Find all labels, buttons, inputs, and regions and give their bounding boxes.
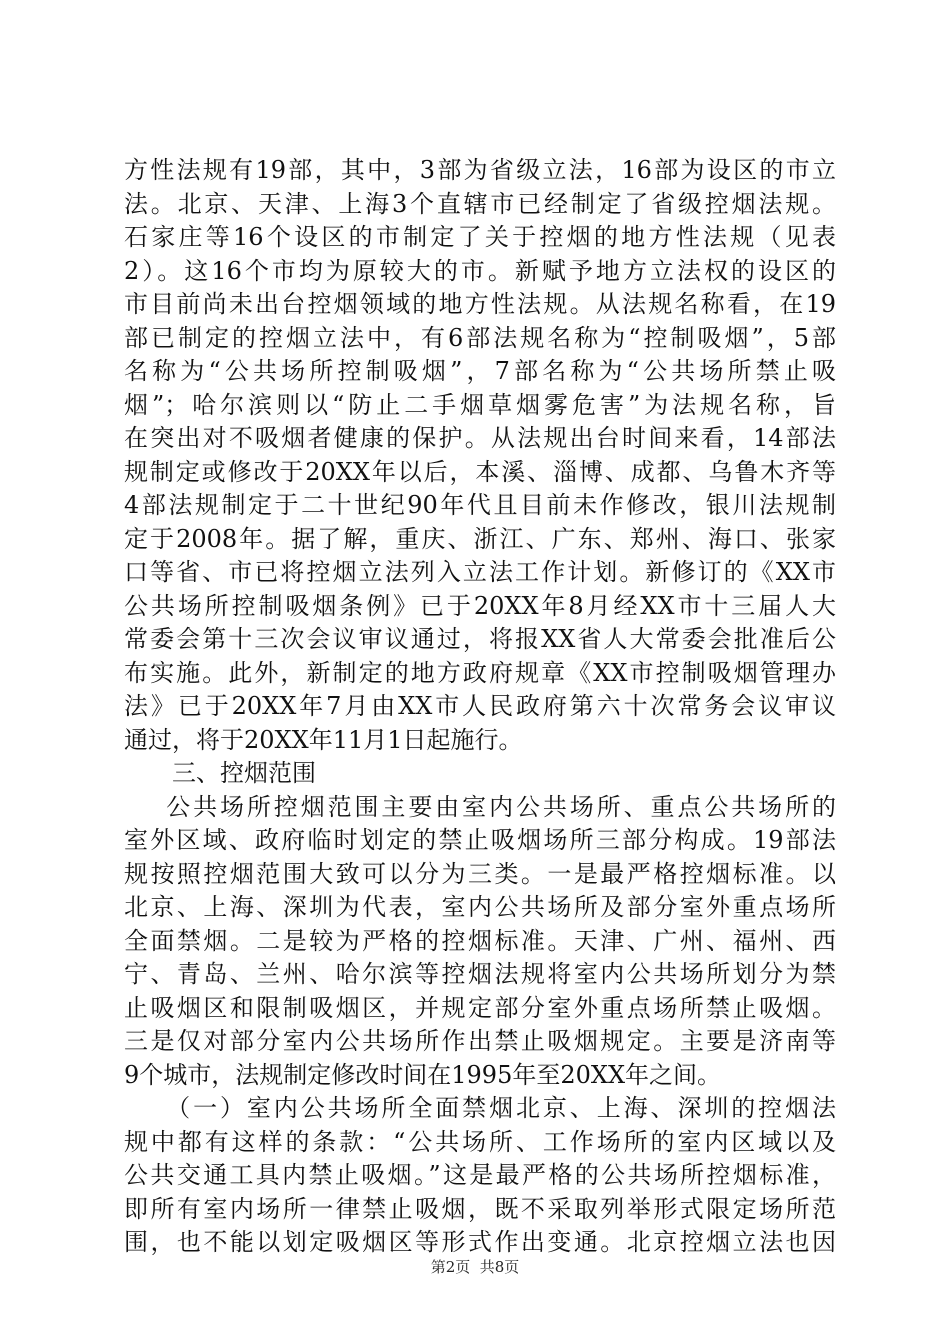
text-line: 宁、青岛、兰州、哈尔滨等控烟法规将室内公共场所划分为禁 [124, 960, 836, 988]
text-line: 规中都有这样的条款：“公共场所、工作场所的室内区域以及 [124, 1127, 836, 1156]
text-line: 在突出对不吸烟者健康的保护。从法规出台时间来看，14部法 [124, 424, 836, 452]
text-line: 全面禁烟。二是较为严格的控烟标准。天津、广州、福州、西 [124, 926, 836, 955]
text-line: 即所有室内场所一律禁止吸烟，既不采取列举形式限定场所范 [124, 1194, 836, 1223]
text-line: 定于2008年。据了解，重庆、浙江、广东、郑州、海口、张家 [124, 524, 836, 553]
text-line: 布实施。此外，新制定的地方政府规章《XX市控制吸烟管理办 [124, 658, 836, 687]
text-line: 部已制定的控烟立法中，有6部法规名称为“控制吸烟”，5部 [124, 323, 836, 352]
text-line: 烟”；哈尔滨则以“防止二手烟草烟雾危害”为法规名称，旨 [124, 390, 836, 419]
text-line: 公共交通工具内禁止吸烟。”这是最严格的公共场所控烟标准， [124, 1161, 836, 1189]
text-line: （一）室内公共场所全面禁烟北京、上海、深圳的控烟法 [124, 1094, 836, 1122]
text-line: 市目前尚未出台控烟领域的地方性法规。从法规名称看，在19 [124, 290, 836, 318]
text-line: 止吸烟区和限制吸烟区，并规定部分室外重点场所禁止吸烟。 [124, 993, 836, 1022]
text-line: 三是仅对部分室内公共场所作出禁止吸烟规定。主要是济南等 [124, 1027, 836, 1055]
page-number-footer: 第2页 共8页 [430, 1258, 520, 1276]
section-heading: 三、控烟范围 [172, 759, 316, 787]
body-text [124, 154, 836, 1260]
text-line: 4部法规制定于二十世纪90年代且目前未作修改，银川法规制 [124, 491, 836, 519]
text-line: 通过，将于20XX年11月1日起施行。 [124, 725, 523, 754]
text-line: 公共场所控烟范围主要由室内公共场所、重点公共场所的 [124, 792, 836, 821]
text-line: 石家庄等16个设区的市制定了关于控烟的地方性法规（见表 [124, 223, 836, 251]
text-line: 法》已于20XX年7月由XX市人民政府第六十次常务会议审议 [124, 692, 836, 720]
text-line: 方性法规有19部，其中，3部为省级立法，16部为设区的市立 [124, 156, 836, 184]
text-line: 公共场所控制吸烟条例》已于20XX年8月经XX市十三届人大 [124, 591, 836, 620]
text-line: 名称为“公共场所控制吸烟”，7部名称为“公共场所禁止吸 [124, 357, 836, 385]
text-line: 常委会第十三次会议审议通过，将报XX省人大常委会批准后公 [124, 625, 836, 653]
text-line: 规按照控烟范围大致可以分为三类。一是最严格控烟标准。以 [124, 859, 836, 888]
text-line: 室外区域、政府临时划定的禁止吸烟场所三部分构成。19部法 [124, 826, 836, 854]
text-line: 法。北京、天津、上海3个直辖市已经制定了省级控烟法规。 [124, 189, 836, 218]
text-line: 规制定或修改于20XX年以后，本溪、淄博、成都、乌鲁木齐等 [124, 457, 836, 486]
text-line: 北京、上海、深圳为代表，室内公共场所及部分室外重点场所 [124, 893, 836, 921]
text-line: 围，也不能以划定吸烟区等形式作出变通。北京控烟立法也因 [124, 1228, 836, 1256]
text-line: 9个城市，法规制定修改时间在1995年至20XX年之间。 [124, 1060, 722, 1089]
text-line: 口等省、市已将控烟立法列入立法工作计划。新修订的《XX市 [124, 558, 836, 586]
text-line: 2）。这16个市均为原较大的市。新赋予地方立法权的设区的 [124, 256, 836, 285]
